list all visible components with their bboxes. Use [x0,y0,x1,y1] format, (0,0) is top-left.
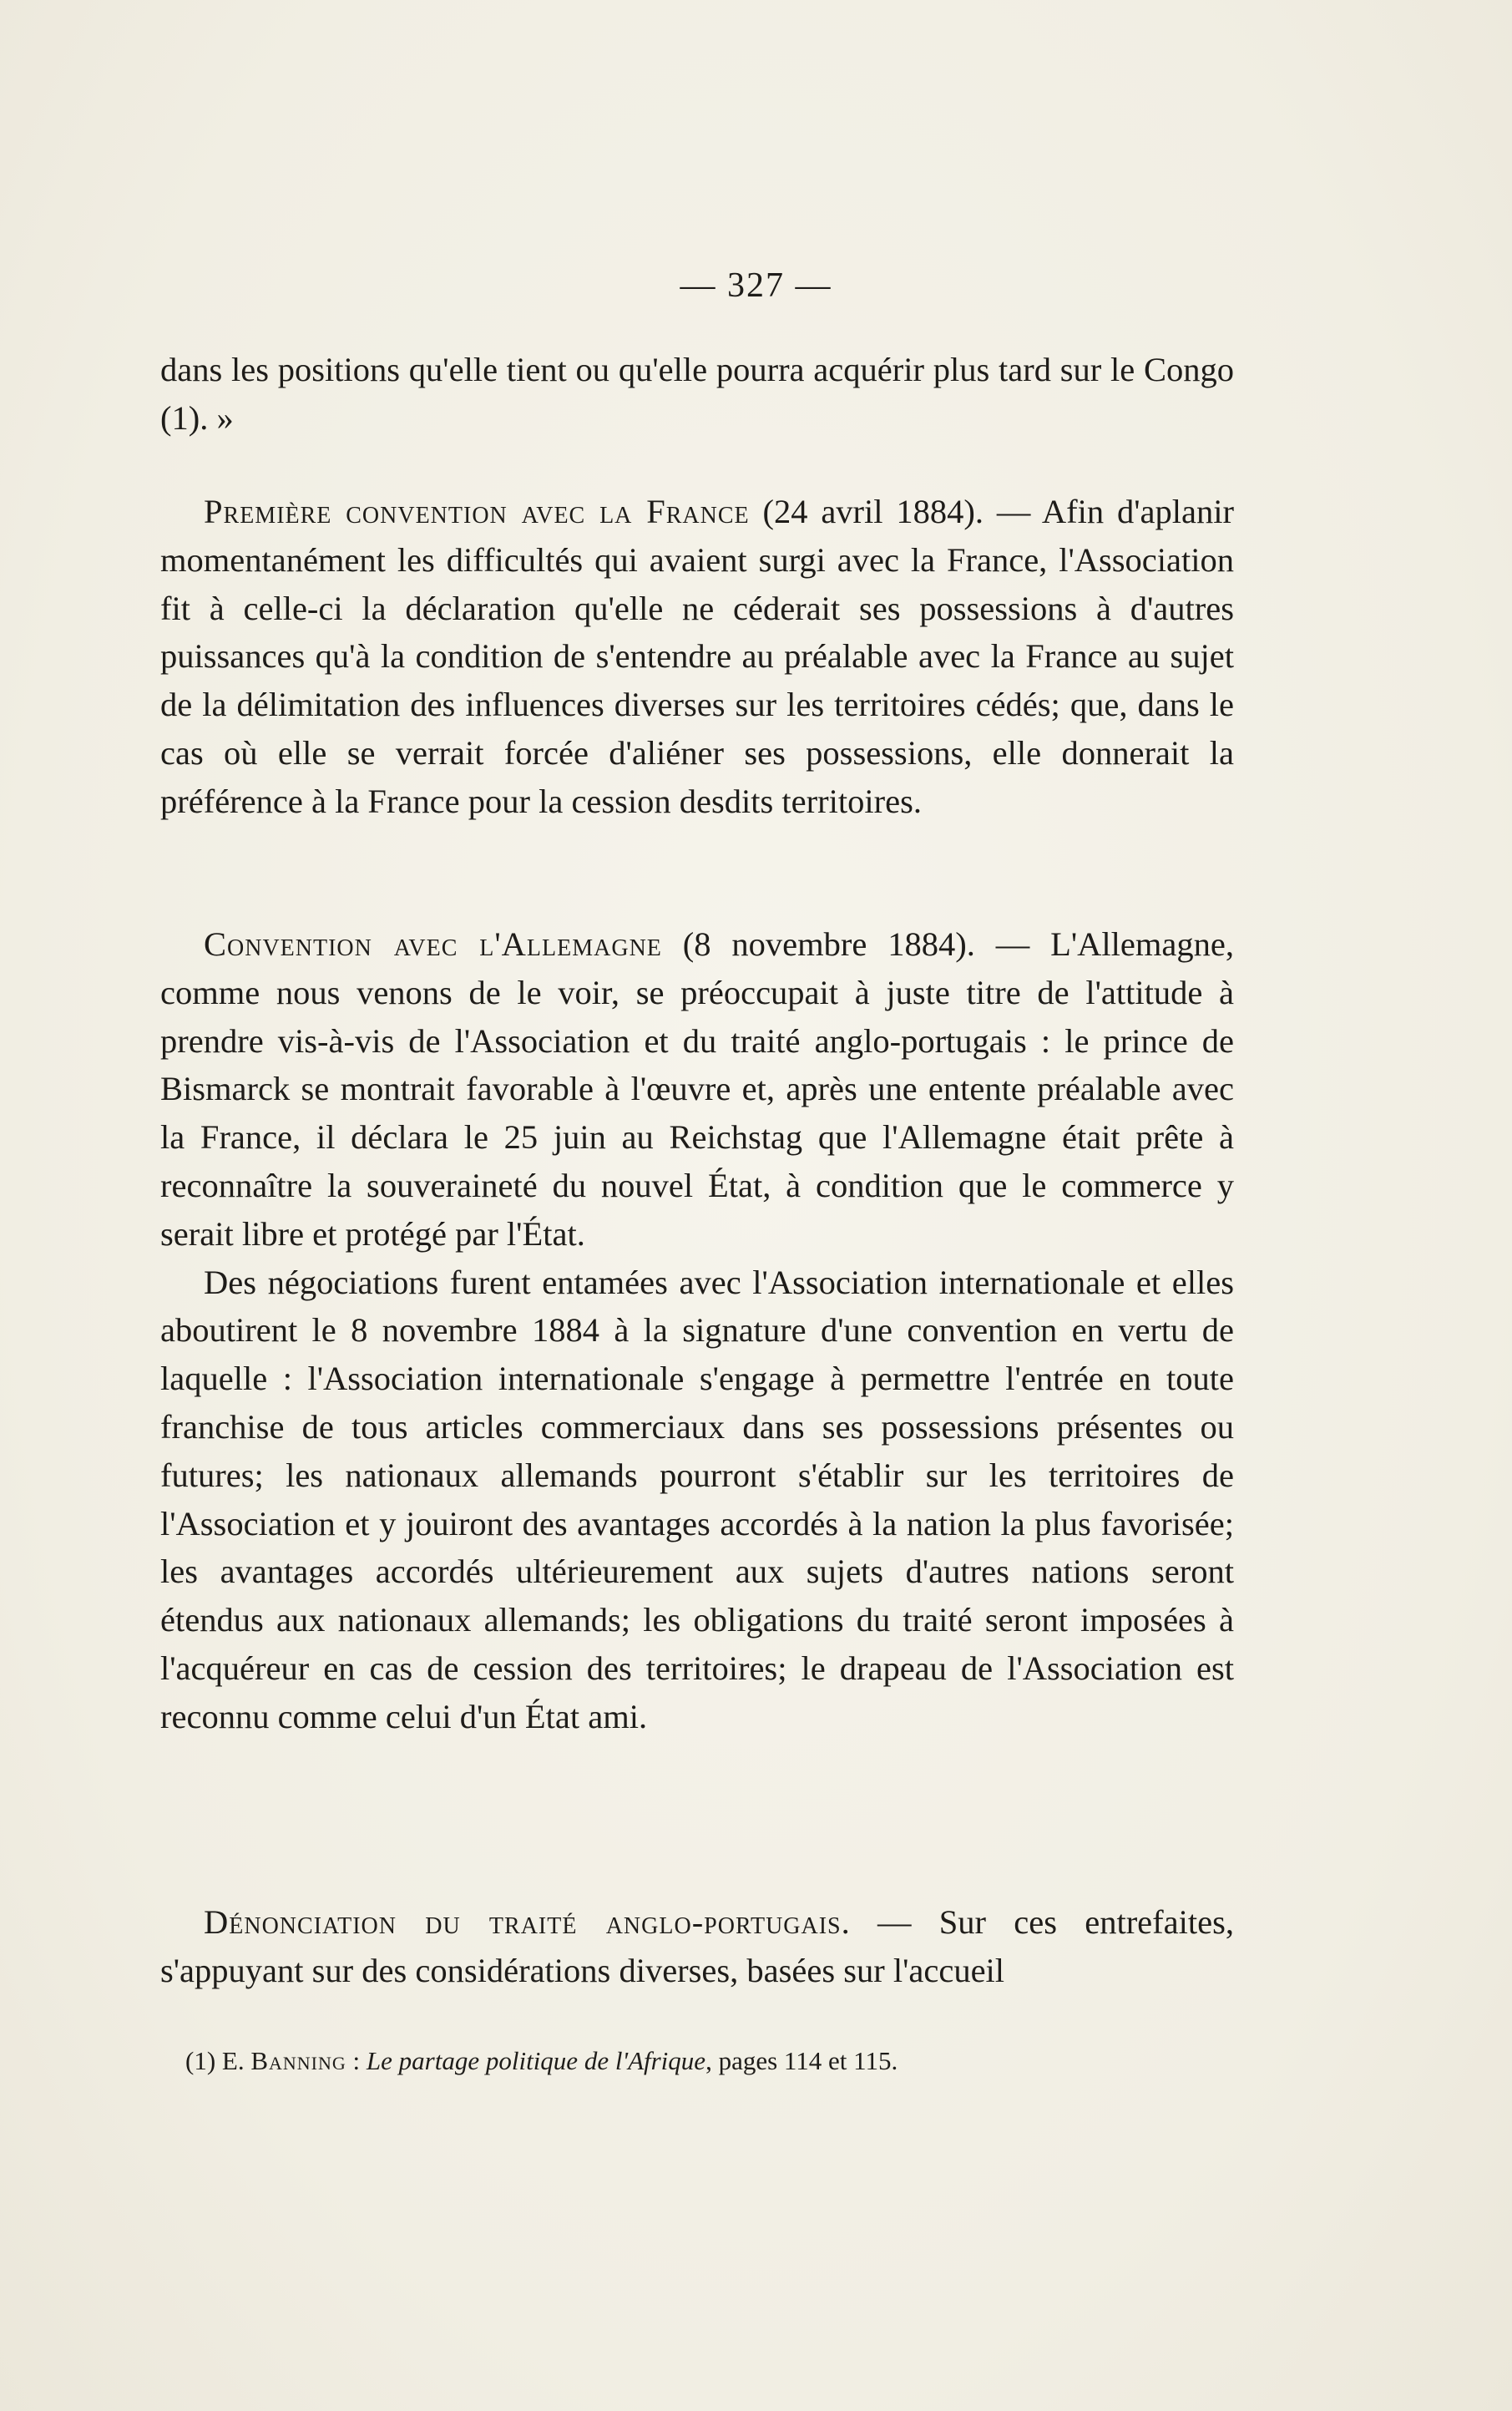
footnote-separator: : [346,2046,367,2075]
footnote-author: Banning [250,2046,346,2075]
footnote-pages: , pages 114 et 115. [705,2046,898,2075]
paragraph-negociations: Des négociations furent entamées avec l'Association internationale et elles aboutirent le 8 novembre 1884 à la signature d'une convention en vertu de laquelle : l'Association internationale s'engage à permettre l'entrée en toute franchise de tous articles commerciaux dans ses possessions présentes ou futures; les nationaux allemands pourront s'établir sur les territoires de l'Association et y jouiront des avantages accordés à la nation la plus favorisée; les avantages accordés ultérieurement aux sujets d'autres nations seront étendus aux nationaux allemands; les obligations du traité seront imposées à l'acquéreur en cas de cession des territoires; le drapeau de l'Association est reconnu comme celui d'un État ami. [160,1263,1234,1735]
paragraph-text: dans les positions qu'elle tient ou qu'elle pourra acquérir plus tard sur le Congo (1). » [160,351,1234,437]
footnote-title: Le partage politique de l'Afrique [366,2046,706,2075]
paragraph-text: . — Sur ces entrefaites, s'appuyant sur des considérations diverses, basées sur l'accueil [160,1903,1234,1989]
paragraph-denonciation [160,1898,1234,1995]
page-number: — 327 — [680,266,832,305]
footnote [185,2044,1187,2078]
paragraph-premiere-convention [160,488,1234,826]
footnote-marker: (1) E. [185,2046,251,2075]
paragraph-continuation [160,346,1234,443]
paragraph-text: (24 avril 1884). — Afin d'aplanir momentanément les difficultés qui avaient surgi avec la France, l'Association fit à celle-ci la déclaration qu'elle ne céderait ses possessions à d'autres puissances qu'à la condition de s'entendre au préalable avec la France au sujet de la délimitation des influences diverses sur les territoires cédés; que, dans le cas où elle se verrait forcée d'aliéner ses possessions, elle donnerait la préférence à la France pour la cession desdits territoires. [160,493,1234,820]
section-heading: Convention avec l'Allemagne [204,925,662,963]
section-heading: Première convention avec la France [204,493,750,530]
paragraph-text: (8 novembre 1884). — L'Allemagne, comme nous venons de le voir, se préoccupait à juste titre de l'attitude à prendre vis-à-vis de l'Association et du traité anglo-portugais : le prince de Bismarck se montrait favorable à l'œuvre et, après une entente préalable avec la France, il déclara le 25 juin au Reichstag que l'Allemagne était prête à reconnaître la souveraineté du nouvel État, à condition que le commerce y serait libre et protégé par l'État. [160,925,1234,1253]
paragraph-convention-allemagne [160,920,1234,1741]
section-heading: Dénonciation du traité anglo-portugais [204,1903,842,1941]
